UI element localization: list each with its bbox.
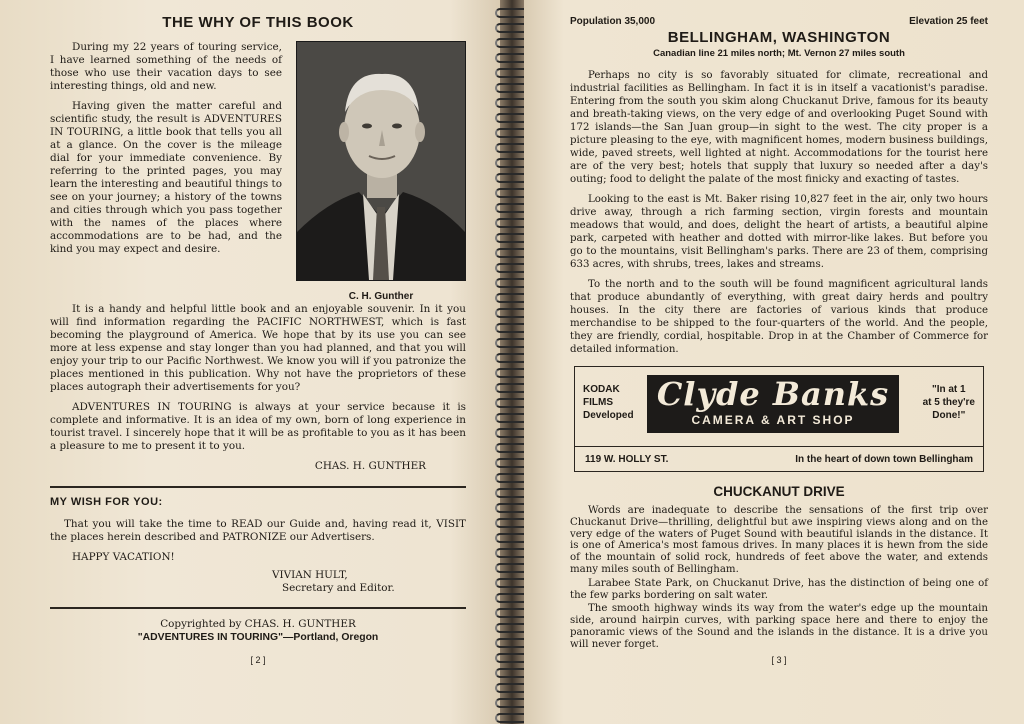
ad-left-line: FILMS [583,397,613,408]
divider [50,607,466,609]
city-paragraph: Perhaps no city is so favorably situated for climate, recreational and industrial facilities as Bellingham. In fact it is in itself a vacationist's paradise. Entering from the south you skim along Chuckanut Drive, famous for its beauty and breath-taking views, on the very edge of and overlooking Puget Sound with 172 islands—the San Juan group—in sight to the west. The city proper is a picture pleasing to the eye, with magnificent homes, modern business buildings, wide, paved streets, well lighted at night. Accommodations for the tourist here are of the very best; hotels that supply that luxury so needed after a day's outing; food to delight the palate of the most finicky and exacting of tastes. [570,70,988,185]
shop-logo-name: Clyde Banks [656,375,890,413]
elevation: Elevation 25 feet [909,16,988,27]
ad-left-text [583,383,634,422]
copyright-line: Copyrighted by CHAS. H. GUNTHER [160,618,356,630]
ad-right-line: at 5 they're [922,397,975,408]
wish-text: That you will take the time to READ our Guide and, having read it, VISIT the places herein described and PATRONIZE our Advertisers. [50,518,466,543]
city-stats [570,16,988,27]
ad-footer [575,446,983,471]
ad-tagline: In the heart of down town Bellingham [795,453,973,465]
city-title: BELLINGHAM, WASHINGTON [667,29,891,46]
intro-text [50,41,282,263]
happy-vacation: HAPPY VACATION! [72,551,175,563]
intro-paragraph: Having given the matter careful and scientific study, the result is ADVENTURES IN TOURING, a little book that tells you all at a glance. On the cover is the mileage dial for your immediate convenience. By referring to the printed pages, you may learn the interesting and beautiful things to see on your journey; a history of the towns and cities through which you pass together with the names of the places where accommodations are to be had, and the kind you may expect and desire. [50,100,282,255]
city-paragraph: To the north and to the south will be found magnificent agricultural lands that produce abundantly of everything, with great dairy herds and poultry houses. In the city there are factories of various kinds that produce merchandise to be shipped to the four-quarters of the world. And the people, they are friendly, cordial, hospitable. Drop in at the Chamber of Commerce for detailed information. [570,279,988,355]
portrait-block [296,41,466,302]
left-page [0,0,500,724]
portrait-image [297,42,465,280]
wish-heading: MY WISH FOR YOU: [50,496,163,508]
publication-line: "ADVENTURES IN TOURING"—Portland, Oregon [137,632,379,643]
population: Population 35,000 [570,16,656,27]
section-title: CHUCKANUT DRIVE [713,484,845,499]
chuckanut-text [570,505,988,651]
shop-logo-sub: CAMERA & ART SHOP [691,413,855,427]
ad-right-line: Done!" [932,410,966,421]
wish-section [50,496,466,595]
page-title: THE WHY OF THIS BOOK [162,14,354,31]
portrait-caption: C. H. Gunther [348,291,414,302]
author-signature: CHAS. H. GUNTHER [314,460,426,472]
section-paragraph: Larabee State Park, on Chuckanut Drive, has the distinction of being one of the few parks bordering on salt water. [570,577,988,601]
intro-paragraph: During my 22 years of touring service, I have learned something of the needs of those who use their vacation days to see interesting things, old and new. [50,41,282,92]
intro-section [50,41,466,303]
editor-name: VIVIAN HULT, [272,569,348,581]
section-paragraph: Words are inadequate to describe the sensations of the first trip over Chuckanut Drive—thrilling, delightful but awe inspiring views along and on the very edge of the waters of Puget Sound with beautiful islands in the distance. It is one of America's most famous drives. In many places it is hewn from the side of the mountain of solid rock, hundreds of feet above the water, and extends many miles south of Bellingham. [570,505,988,575]
ad-address: 119 W. HOLLY ST. [585,453,669,465]
copyright-block [50,617,466,645]
portrait-photo [296,41,466,281]
page-number: [ 2 ] [250,655,266,665]
ad-left-line: Developed [583,410,634,421]
body-paragraph: It is a handy and helpful little book and an enjoyable souvenir. In it you will find information regarding the PACIFIC NORTHWEST, which is fast becoming the playground of America. We hope that by its use you can see more at less expense and stay longer than you had planned, and that you will enjoy your trip to our Pacific Northwest. We know you will if you patronize the places mentioned in this publication. Why not have the proprietors of these places autograph their advertisements for you? [50,303,466,393]
ad-left-line: KODAK [583,384,620,395]
city-subtitle: Canadian line 21 miles north; Mt. Vernon 27 miles south [653,48,905,59]
section-paragraph: The smooth highway winds its way from the water's edge up the mountain side, around hairpin curves, with parking space here and there to enjoy the panoramic views of the Sound and the islands in the distance. It is a drive you will never forget. [570,603,988,650]
city-paragraph: Looking to the east is Mt. Baker rising 10,827 feet in the air, only two hours drive away, through a rich farming section, virgin forests and mountain meadows that would, and does, delight the heart of artists, a beautiful alpine park, carpeted with heather and dotted with mirror-like lakes. But before you go to the mountains, visit Bellingham's parks. There are 23 of them, comprising 633 acres, with shrubs, trees, lakes and streams. [570,194,988,270]
shop-logo [647,375,899,433]
editor-title: Secretary and Editor. [282,582,395,594]
right-page [524,0,1024,724]
body-paragraph: ADVENTURES IN TOURING is always at your service because it is complete and informative. It is an idea of my own, born of long experience in tourist travel. I sincerely hope that it will be as profitable to you as it has been a pleasure to me to present it to you. [50,401,466,452]
page-number: [ 3 ] [771,654,787,665]
divider [50,486,466,488]
body-text [50,303,466,453]
ad-right-text [923,383,975,422]
camera-shop-advertisement [574,366,984,472]
ad-right-line: "In at 1 [931,384,966,395]
